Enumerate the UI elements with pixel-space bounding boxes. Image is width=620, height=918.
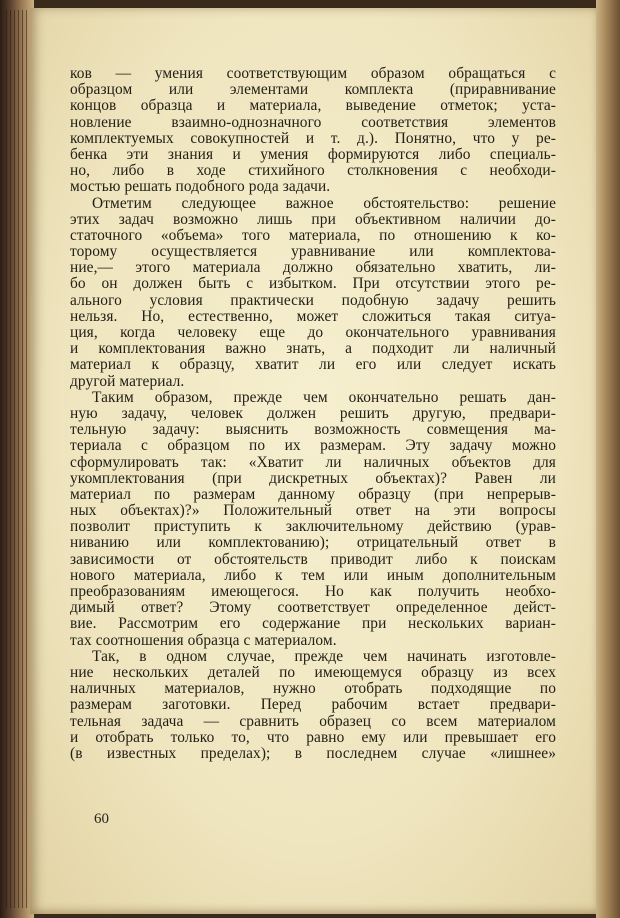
text-line: но, либо в ходе стихийного столкновения с необходи- <box>70 163 556 180</box>
text-line: ных объектах)?» Положительный ответ на эти вопросы <box>70 503 556 520</box>
text-line: материал по размерам данному образцу (при непрерыв- <box>70 486 556 503</box>
text-line: тельную задачу: выяснить возможность совмещения ма- <box>70 422 556 439</box>
text-line: зависимости от обстоятельств приводит либо к поискам <box>70 551 556 568</box>
page-right-edge <box>596 0 620 918</box>
text-line: ниванию или комплектованию); отрицательный ответ в <box>70 535 556 552</box>
text-line: и комплектования важно знать, а подходит ли наличный <box>70 341 556 358</box>
text-line: позволит приступить к заключительному действию (урав- <box>70 519 556 536</box>
text-line: нельзя. Но, естественно, может сложиться такая ситуа- <box>70 308 556 325</box>
text-line: размерам заготовки. Перед рабочим встает предвари- <box>70 697 556 714</box>
text-line: другой материал. <box>70 373 185 390</box>
text-line: новление взаимно-однозначного соответствия элементов <box>70 114 556 131</box>
text-line: вие. Рассмотрим его содержание при нескольких вариан- <box>70 616 556 633</box>
text-line: Так, в одном случае, прежде чем начинать изготовле- <box>92 648 556 665</box>
text-line: образцом или элементами комплекта (приравнивание <box>70 82 556 99</box>
text-line: статочного «объема» того материала, по отношению к ко- <box>70 227 556 244</box>
text-line: ние,— этого материала должно обязательно хватить, ли- <box>70 260 556 277</box>
text-line: ков — умения соответствующим образом обращаться с <box>70 66 556 82</box>
text-line: концов образца и материала, выведение отметок; уста- <box>70 98 556 115</box>
text-line: ную задачу, человек должен решить другую, предвари- <box>70 405 556 422</box>
text-line: ального условия практически подобную задачу решить <box>70 292 556 309</box>
text-line: материал к образцу, хватит ли его или следует искать <box>70 357 556 374</box>
text-line: Отметим следующее важное обстоятельство: решение <box>92 195 556 212</box>
text-line: наличных материалов, нужно отобрать подходящие по <box>70 681 556 698</box>
text-line: укомплектования (при дискретных объектах)? Равен ли <box>70 470 556 487</box>
text-line: торому осуществляется уравнивание или комплектова- <box>70 244 556 261</box>
text-line: этих задач возможно лишь при объективном наличии до- <box>70 211 556 228</box>
binding-page-edges <box>6 10 28 908</box>
text-line: димый ответ? Этому соответствует определенное дейст- <box>70 600 556 617</box>
text-line: преобразованиям имеющегося. Но как получить необхо- <box>70 584 556 600</box>
text-line: сформулировать так: «Хватит ли наличных объектов для <box>70 454 556 471</box>
text-line: и отобрать только то, что равно ему или превышает его <box>70 729 556 746</box>
page-text <box>70 66 556 762</box>
text-line: (в известных пределах); в последнем случае «лишнее» <box>70 745 556 762</box>
text-line: тах соотношения образца с материалом. <box>70 632 337 649</box>
book-binding <box>0 0 34 918</box>
text-line: нового материала, либо к тем или иным дополнительным <box>70 567 556 584</box>
text-line: мостью решать подобного рода задачи. <box>70 179 331 196</box>
text-line: комплектуемых совокупностей и т. д.). Понятно, что у ре- <box>70 130 556 147</box>
page-number: 60 <box>94 811 109 827</box>
text-line: Таким образом, прежде чем окончательно решать дан- <box>92 389 556 406</box>
text-line: териала с образцом по их размерам. Эту задачу можно <box>70 438 556 455</box>
text-line: бенка эти знания и умения формируются либо специаль- <box>70 146 556 163</box>
text-line: тельная задача — сравнить образец со всем материалом <box>70 713 556 730</box>
text-line: ция, когда человеку еще до окончательного уравнивания <box>70 325 556 341</box>
text-line: ние нескольких деталей по имеющемуся образцу из всех <box>70 664 556 681</box>
text-line: бо он должен быть с избытком. При отсутствии этого ре- <box>70 276 556 293</box>
